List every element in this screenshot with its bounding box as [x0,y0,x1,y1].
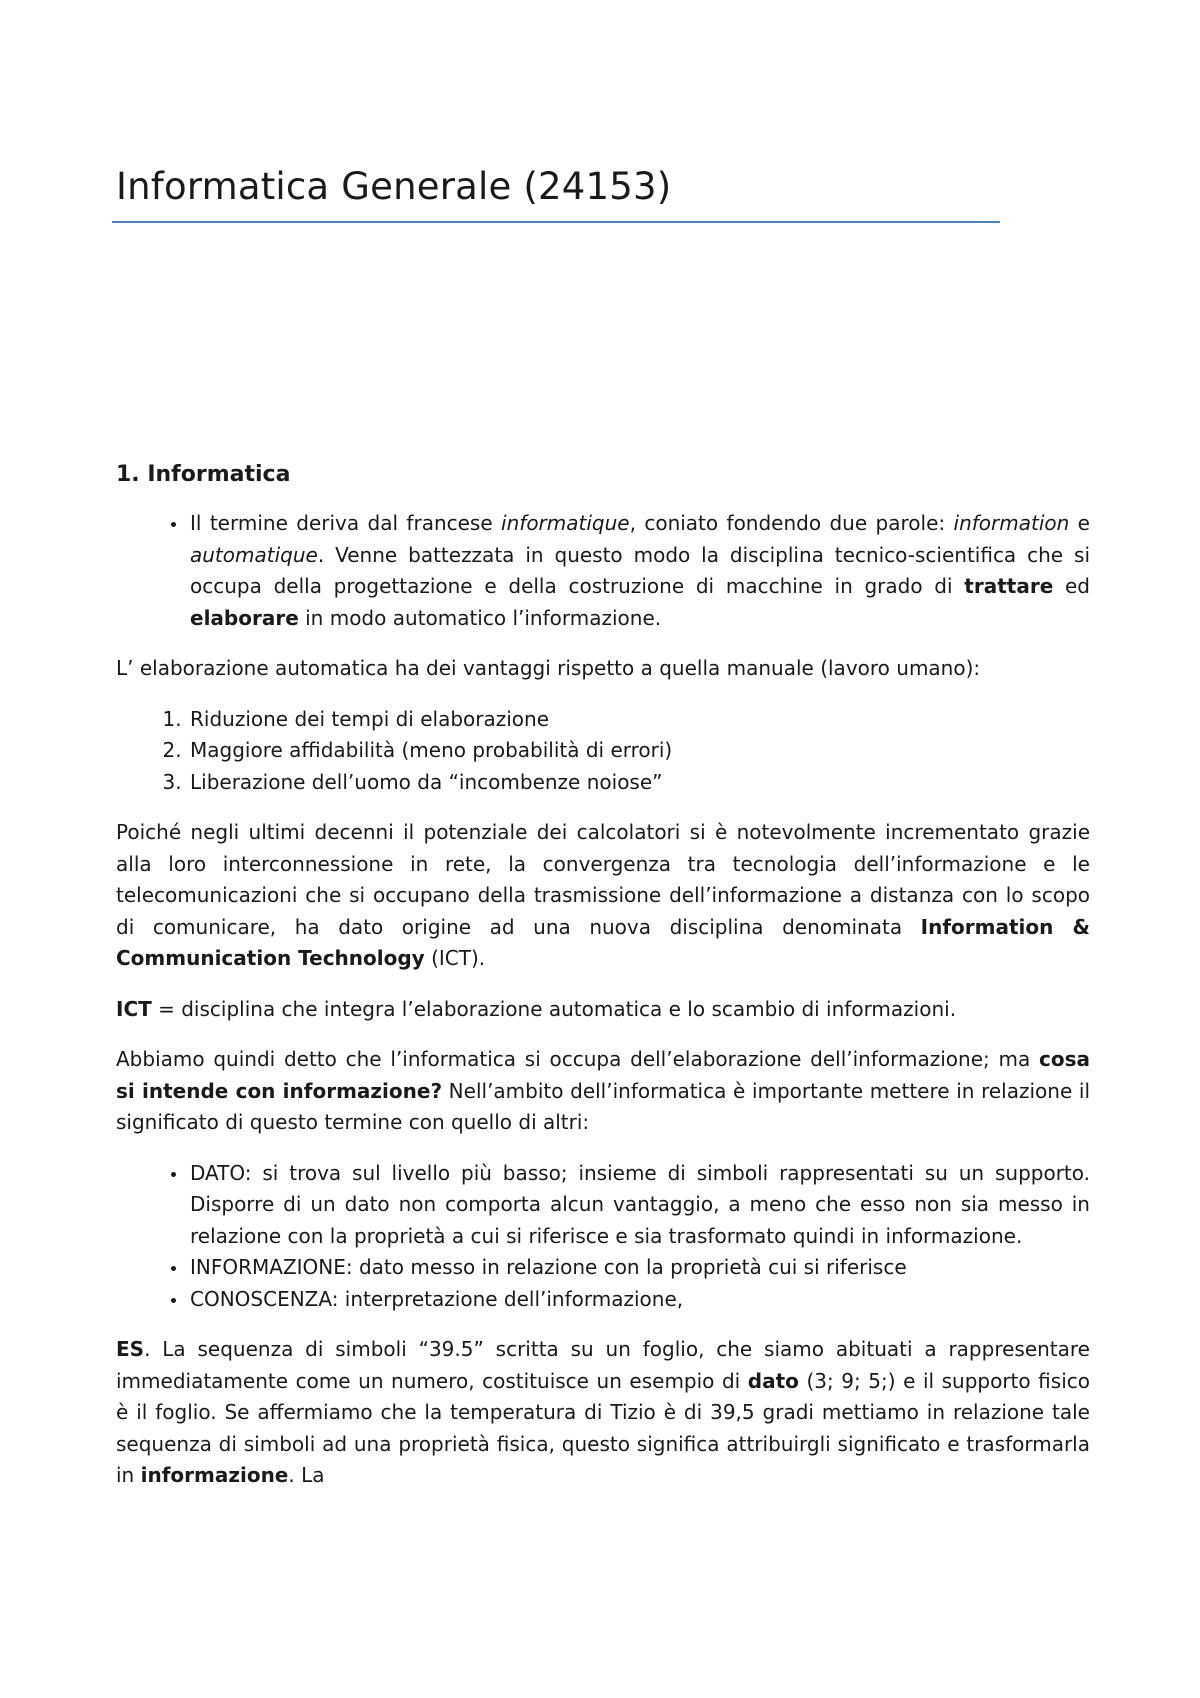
list-item: • DATO: si trova sul livello più basso; insieme di simboli rappresentati su un supporto. Disporre di un dato non comporta alcun vantaggio, a meno che esso non sia messo in relazione con la proprietà a cui si riferisce e sia trasformato quindi in informazione. [188,1158,1090,1253]
italic-term: information [953,511,1070,535]
paragraph-vantaggi: L’ elaborazione automatica ha dei vantaggi rispetto a quella manuale (lavoro umano): [116,656,981,680]
paragraph-informazione: Abbiamo quindi detto che l’informatica si occupa dell’elaborazione dell’informazione; ma cosa si intende con informazione? Nell’ambito dell’informatica è importante mettere in relazione il significato di questo termine con quello di altri: [116,1047,1090,1134]
document-title: Informatica Generale (24153) [116,165,672,208]
bold-term: informazione [140,1463,289,1487]
vantaggi-list [116,704,1090,799]
terms-list [116,1158,1090,1316]
list-item: • INFORMAZIONE: dato messo in relazione con la proprietà cui si riferisce [188,1252,1090,1284]
bold-term: ICT [116,996,152,1021]
section-heading: 1. Informatica [116,462,291,487]
list-item: 2. Maggiore affidabilità (meno probabilità di errori) [188,735,1090,767]
title-underline [112,221,1000,223]
intro-bullet: • Il termine deriva dal francese informatique, coniato fondendo due parole: information e automatique. Venne battezzata in questo modo la disciplina tecnico-scientifica che si occupa della progettazione e della costruzione di macchine in grado di trattare ed elaborare in modo automatico l’informazione. [188,508,1090,634]
bold-term: elaborare [190,605,299,630]
bold-term: Information & Communication Technology [116,914,1090,970]
paragraph-ict: Poiché negli ultimi decenni il potenziale dei calcolatori si è notevolmente incrementato grazie alla loro interconnessione in rete, la convergenza tra tecnologia dell’informazione e le telecomunicazioni che si occupano della trasmissione dell’informazione a distanza con lo scopo di comunicare, ha dato origine ad una nuova disciplina denominata Information & Communication Technology (ICT). [116,820,1090,970]
intro-bullet-list [116,508,1090,634]
bold-term: dato [747,1368,799,1393]
italic-term: automatique [190,542,318,567]
list-item: 3. Liberazione dell’uomo da “incombenze noiose” [188,767,1090,799]
bold-term: cosa si intende con informazione? [116,1047,1090,1103]
section-informatica [116,460,1090,1511]
bold-term: trattare [964,574,1054,598]
list-item: • CONOSCENZA: interpretazione dell’informazione, [188,1284,1090,1316]
paragraph-esempio: ES. La sequenza di simboli “39.5” scritta su un foglio, che siamo abituati a rappresentare immediatamente come un numero, costituisce un esempio di dato (3; 9; 5;) e il supporto fisico è il foglio. Se affermiamo che la temperatura di Tizio è di 39,5 gradi mettiamo in relazione tale sequenza di simboli ad una proprietà fisica, questo significa attribuirgli significato e trasformarla in informazione. La [116,1337,1090,1487]
bold-term: ES [116,1337,145,1361]
paragraph-ict-definition: ICT = disciplina che integra l’elaborazione automatica e lo scambio di informazioni. [116,996,957,1021]
italic-term: informatique [501,511,630,535]
list-item: 1. Riduzione dei tempi di elaborazione [188,704,1090,736]
